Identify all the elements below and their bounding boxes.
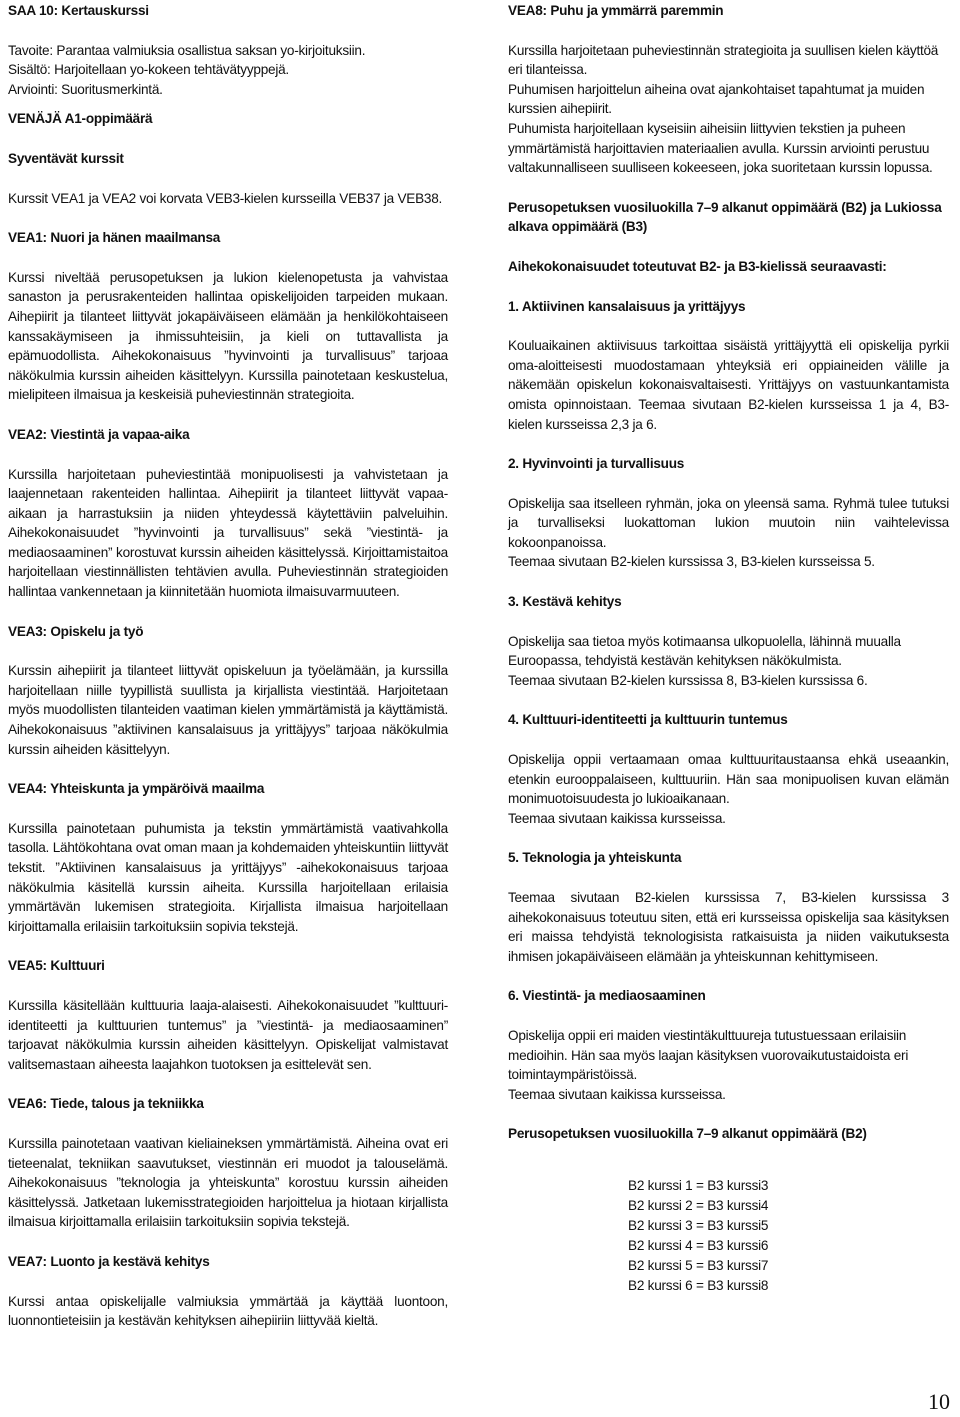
section-3-body: Opiskelija saa tietoa myös kotimaansa ulkopuolella, lähinnä muualla Euroopassa, tehdyistä kestävän kehityksen näkökulmista.	[508, 633, 901, 669]
section-4-heading: 4. Kulttuuri-identiteetti ja kulttuurin tuntemus	[508, 712, 788, 728]
mapping-item: B2 kurssi 6 = B3 kurssi8	[628, 1277, 769, 1293]
section-1-body: Kouluaikainen aktiivisuus tarkoittaa sisäistä yrittäjyyttä eli opiskelija pyrkii oma-aloitteisesti muodostamaan yhteyksiä eri oppiaineiden välille ja näkemään opiskelun kokonaisvaltaisesti. Yrittäjyys on vastuunkantamista omista opinnoistaan. Teemaa sivutaan B2-kielen kursseissa 1 ja 4, B3-kielen kursseissa 2,3 ja 6.	[508, 338, 949, 432]
sisalto-line: Sisältö: Harjoitellaan yo-kokeen tehtävätyyppejä.	[8, 62, 289, 78]
mapping-item: B2 kurssi 5 = B3 kurssi7	[628, 1257, 769, 1273]
venaja-heading: VENÄJÄ A1-oppimäärä	[8, 111, 153, 127]
section-6-body: Opiskelija oppii eri maiden viestintäkulttuureja tutustuessaan erilaisiin medioihin. Hän saa myös laajan käsityksen vuorovaikutustaidoista eri toimintaympäristöissä.	[508, 1027, 909, 1083]
left-column	[8, 0, 448, 1331]
section-2-heading: 2. Hyvinvointi ja turvallisuus	[508, 456, 685, 472]
mapping-item: B2 kurssi 1 = B3 kurssi3	[628, 1177, 769, 1193]
vea3-heading: VEA3: Opiskelu ja työ	[8, 623, 144, 639]
vea7-body: Kurssi antaa opiskelijalle valmiuksia ymmärtää ja käyttää luontoon, luonnontieteisiin ja kestävän kehityksen aihepiiriin liittyvää kieltä.	[8, 1293, 448, 1329]
section-6-teema: Teemaa sivutaan kaikissa kursseissa.	[508, 1086, 726, 1102]
section-5-heading: 5. Teknologia ja yhteiskunta	[508, 850, 682, 866]
section-1-heading: 1. Aktiivinen kansalaisuus ja yrittäjyys	[508, 298, 746, 314]
b2-heading: Perusopetuksen vuosiluokilla 7–9 alkanut oppimäärä (B2)	[508, 1126, 867, 1142]
vea8-paragraph-3: Puhumista harjoitellaan kyseisiin aiheisiin liittyvien tekstien ja puheen ymmärtämistä harjoittavien materiaalien avulla. Kurssin arviointi perustuu valtakunnalliseen suulliseen kokeeseen, joka suoritetaan kurssin lopussa.	[508, 120, 933, 176]
vea2-body: Kurssilla harjoitetaan puheviestintää monipuolisesti ja vahvistetaan ja laajennetaan rakenteiden hallintaa. Aihepiirit ja tilanteet liittyvät vapaa-aikaan ja harrastuksiin ja niiden yhteydessä käytettäviin palveluihin. Aihekokonaisuudet ”hyvinvointi ja turvallisuus” sekä ”viestintä- ja mediaosaaminen” korostuvat kurssin aiheiden käsittelyssä. Kirjoittamistaitoa harjoitellaan viestinnällisten tehtävien avulla. Puheviestinnän strategioiden hallintaa vankennetaan ja kiinnitetään huomiota ilmaisuvarmuuteen.	[8, 466, 448, 600]
vea8-paragraph-2: Puhumisen harjoittelun aiheina ovat ajankohtaiset tapahtumat ja muiden kurssien aihepiirit.	[508, 81, 925, 117]
section-2-teema: Teemaa sivutaan B2-kielen kurssissa 3, B3-kielen kursseissa 5.	[508, 554, 875, 570]
b2-b3-heading: Perusopetuksen vuosiluokilla 7–9 alkanut oppimäärä (B2) ja Lukiossa alkava oppimäärä (B3)	[508, 199, 942, 235]
korvata-note: Kurssit VEA1 ja VEA2 voi korvata VEB3-kielen kursseilla VEB37 ja VEB38.	[8, 190, 443, 206]
syventavat-heading: Syventävät kurssit	[8, 150, 124, 166]
vea7-heading: VEA7: Luonto ja kestävä kehitys	[8, 1253, 210, 1269]
vea6-body: Kurssilla painotetaan vaativan kieliaineksen ymmärtämistä. Aiheina ovat eri tieteenalat, tekniikan saavutukset, viestinnän eri muodot ja talouselämä. Aihekokonaisuus ”teknologia ja yhteiskunta” korostuu kurssin aiheiden käsittelyssä. Jatketaan lukemisstrategioiden harjoittelua ja hiotaan kirjallista ilmaisua kirjoittamalla erilaisiin tarkoituksiin sopivia tekstejä.	[8, 1135, 448, 1230]
course-mapping-list	[628, 1176, 949, 1296]
vea1-body: Kurssi niveltää perusopetuksen ja lukion kielenopetusta ja vahvistaa sanaston ja perusrakenteiden hallintaa opiskelijoiden tarpeiden mukaan. Aihepiirit ja tilanteet liittyvät jokapäiväiseen elämään ja henkilökohtaiseen kanssakäymiseen ja ihmissuhteisiin, ja kieli on tuttavallista ja epämuodollista. Aihekokonaisuus ”hyvinvointi ja turvallisuus” tarjoaa näkökulmia kurssin aiheiden käsittelyyn. Kurssilla painotetaan keskustelua, mielipiteen ilmaisua ja keskeisiä puheviestinnän strategioita.	[8, 269, 448, 403]
mapping-item: B2 kurssi 4 = B3 kurssi6	[628, 1237, 769, 1253]
section-6-heading: 6. Viestintä- ja mediaosaaminen	[508, 988, 706, 1004]
section-3-heading: 3. Kestävä kehitys	[508, 594, 622, 610]
vea8-heading: VEA8: Puhu ja ymmärrä paremmin	[508, 3, 724, 18]
aihekokonaisuudet-heading: Aihekokonaisuudet toteutuvat B2- ja B3-kielissä seuraavasti:	[508, 258, 887, 274]
vea1-heading: VEA1: Nuori ja hänen maailmansa	[8, 230, 221, 246]
tavoite-line: Tavoite: Parantaa valmiuksia osallistua saksan yo-kirjoituksiin.	[8, 42, 366, 58]
arviointi-line: Arviointi: Suoritusmerkintä.	[8, 81, 163, 97]
mapping-item: B2 kurssi 2 = B3 kurssi4	[628, 1197, 769, 1213]
page-section-title: SAA 10: Kertauskurssi	[8, 3, 149, 18]
section-4-teema: Teemaa sivutaan kaikissa kursseissa.	[508, 810, 726, 826]
section-4-body: Opiskelija oppii vertaamaan omaa kulttuuritaustaansa ehkä useaankin, etenkin eurooppalaiseen, kulttuuriin. Hän saa monipuolisen kuvan elämän monimuotoisuudesta jo lukioaikanaan.	[508, 752, 949, 807]
vea2-heading: VEA2: Viestintä ja vapaa-aika	[8, 426, 190, 442]
vea8-paragraph-1: Kurssilla harjoitetaan puheviestinnän strategioita ja suullisen kielen käyttöä eri tilanteissa.	[508, 42, 939, 78]
right-column	[508, 0, 949, 1296]
section-2-body: Opiskelija saa itselleen ryhmän, joka on yleensä sama. Ryhmä tulee tutuksi ja turvalliseksi luokattoman lukion muutoin niin vaihtelevissa kokoonpanoissa.	[508, 495, 949, 550]
section-5-body: Teemaa sivutaan B2-kielen kurssissa 7, B3-kielen kurssissa 3 aihekokonaisuus toteutuu siten, että eri kursseissa opiskelija saa käsityksen eri maissa tehdyistä teknologisista ratkaisuista ja niiden vaikutuksesta ihmisen jokapäiväiseen elämään ja yhteiskunnan kehittymiseen.	[508, 890, 949, 964]
section-3-teema: Teemaa sivutaan B2-kielen kurssissa 8, B3-kielen kurssissa 6.	[508, 672, 868, 688]
vea3-body: Kurssin aihepiirit ja tilanteet liittyvät opiskeluun ja työelämään, ja kurssilla harjoitellaan niille tyypillistä suullista ja kirjallista viestintää. Harjoitetaan myös muodollisten tilanteiden vaatiman kielen ymmärtämistä ja käyttämistä. Aihekokonaisuus ”aktiivinen kansalaisuus ja yrittäjyys” tarjoaa näkökulmia kurssin aiheiden käsittelyyn.	[8, 663, 448, 757]
vea5-body: Kurssilla käsitellään kulttuuria laaja-alaisesti. Aihekokonaisuudet ”kulttuuri-identiteetti ja kulttuurien tuntemus” ja ”viestintä- ja mediaosaaminen” tarjoavat näkökulmia kurssin aiheiden käsittelyyn. Opiskelijat valmistavat valitsemastaan aiheesta laajahkon tuotoksen ja esittelevät sen.	[8, 997, 448, 1072]
page-number: 10	[928, 1389, 950, 1414]
mapping-item: B2 kurssi 3 = B3 kurssi5	[628, 1217, 769, 1233]
vea4-heading: VEA4: Yhteiskunta ja ympäröivä maailma	[8, 781, 265, 797]
vea4-body: Kurssilla painotetaan puhumista ja tekstin ymmärtämistä vaativahkolla tasolla. Lähtökohtana ovat oman maan ja kohdemaiden yhteiskuntiin liittyvät tekstit. ”Aktiivinen kansalaisuus ja yrittäjyys” -aihekokonaisuus tarjoaa näkökulmia käsitellä kurssin aiheita. Kurssilla harjoitellaan erilaisia ymmärtävän lukemisen strategioita. Kirjallista ilmaisua harjoitellaan kirjoittamalla erilaisiin tarkoituksiin sopivia tekstejä.	[8, 820, 448, 934]
vea5-heading: VEA5: Kulttuuri	[8, 958, 105, 974]
vea6-heading: VEA6: Tiede, talous ja tekniikka	[8, 1096, 204, 1112]
